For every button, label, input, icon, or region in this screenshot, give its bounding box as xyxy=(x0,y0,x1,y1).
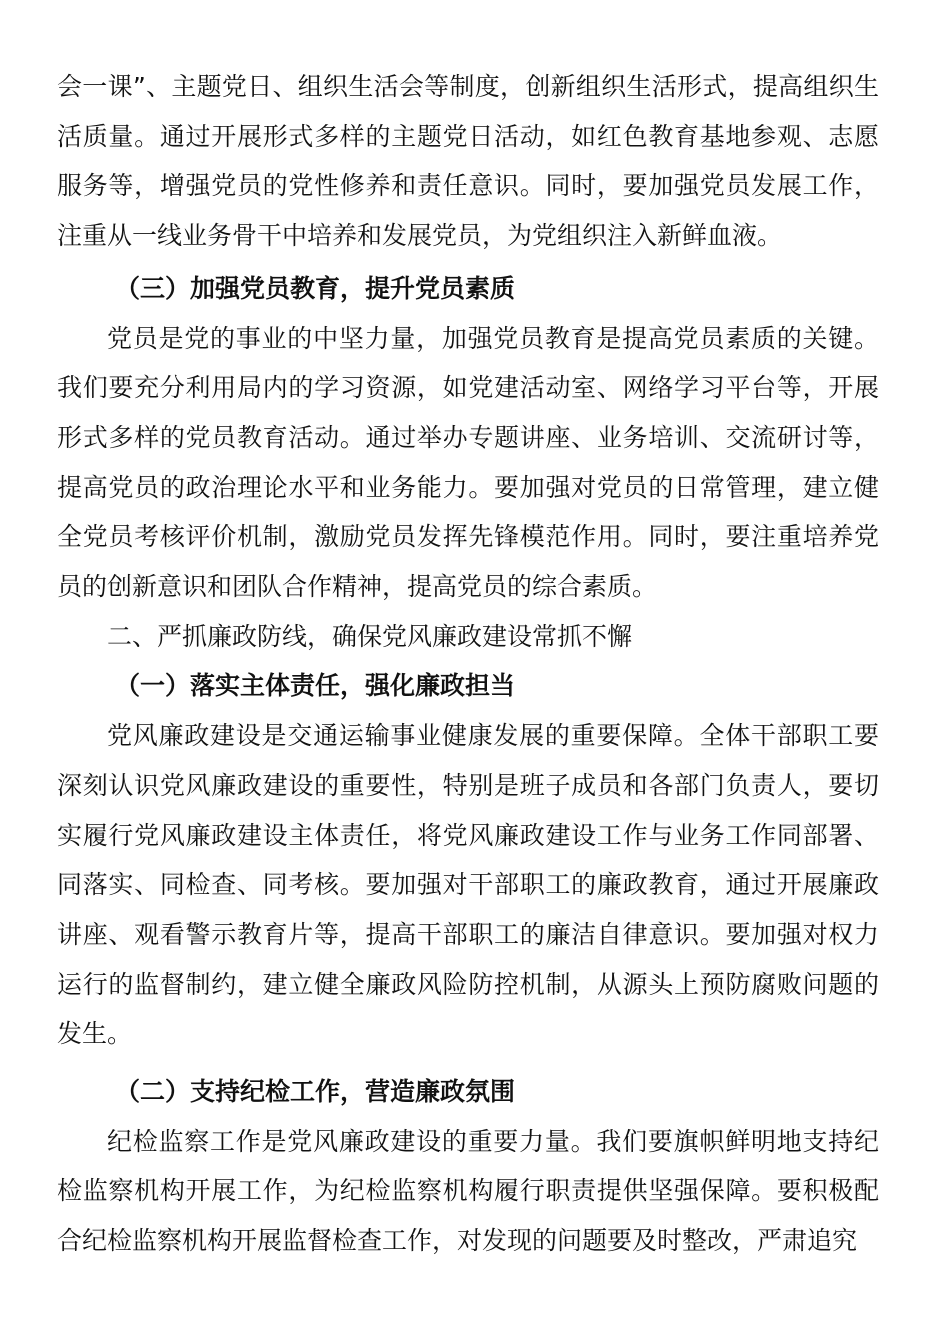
paragraph-discipline-work: 纪检监察工作是党风廉政建设的重要力量。我们要旗帜鲜明地支持纪检监察机构开展工作，为纪检监察机构履行职责提供坚强保障。要积极配合纪检监察机构开展监督检查工作，对发现的问题要及时整改，严肃追究 xyxy=(57,1126,879,1256)
heading-member-education: （三）加强党员教育，提升党员素质 xyxy=(115,273,516,303)
heading-main-responsibility: （一）落实主体责任，强化廉政担当 xyxy=(115,671,516,701)
document-page xyxy=(57,62,879,1266)
paragraph-party-life: 会一课”、主题党日、组织生活会等制度，创新组织生活形式，提高组织生活质量。通过开展形式多样的主题党日活动，如红色教育基地参观、志愿服务等，增强党员的党性修养和责任意识。同时，要加强党员发展工作，注重从一线业务骨干中培养和发展党员，为党组织注入新鲜血液。 xyxy=(57,72,879,251)
paragraph-member-education: 党员是党的事业的中坚力量，加强党员教育是提高党员素质的关键。我们要充分利用局内的学习资源，如党建活动室、网络学习平台等，开展形式多样的党员教育活动。通过举办专题讲座、业务培训、交流研讨等，提高党员的政治理论水平和业务能力。要加强对党员的日常管理，建立健全党员考核评价机制，激励党员发挥先锋模范作用。同时，要注重培养党员的创新意识和团队合作精神，提高党员的综合素质。 xyxy=(57,323,879,602)
section-heading-integrity: 二、严抓廉政防线，确保党风廉政建设常抓不懈 xyxy=(107,621,633,651)
heading-discipline-work: （二）支持纪检工作，营造廉政氛围 xyxy=(115,1077,516,1107)
paragraph-main-responsibility: 党风廉政建设是交通运输事业健康发展的重要保障。全体干部职工要深刻认识党风廉政建设的重要性，特别是班子成员和各部门负责人，要切实履行党风廉政建设主体责任，将党风廉政建设工作与业务工作同部署、同落实、同检查、同考核。要加强对干部职工的廉政教育，通过开展廉政讲座、观看警示教育片等，提高干部职工的廉洁自律意识。要加强对权力运行的监督制约，建立健全廉政风险防控机制，从源头上预防腐败问题的发生。 xyxy=(57,721,879,1049)
